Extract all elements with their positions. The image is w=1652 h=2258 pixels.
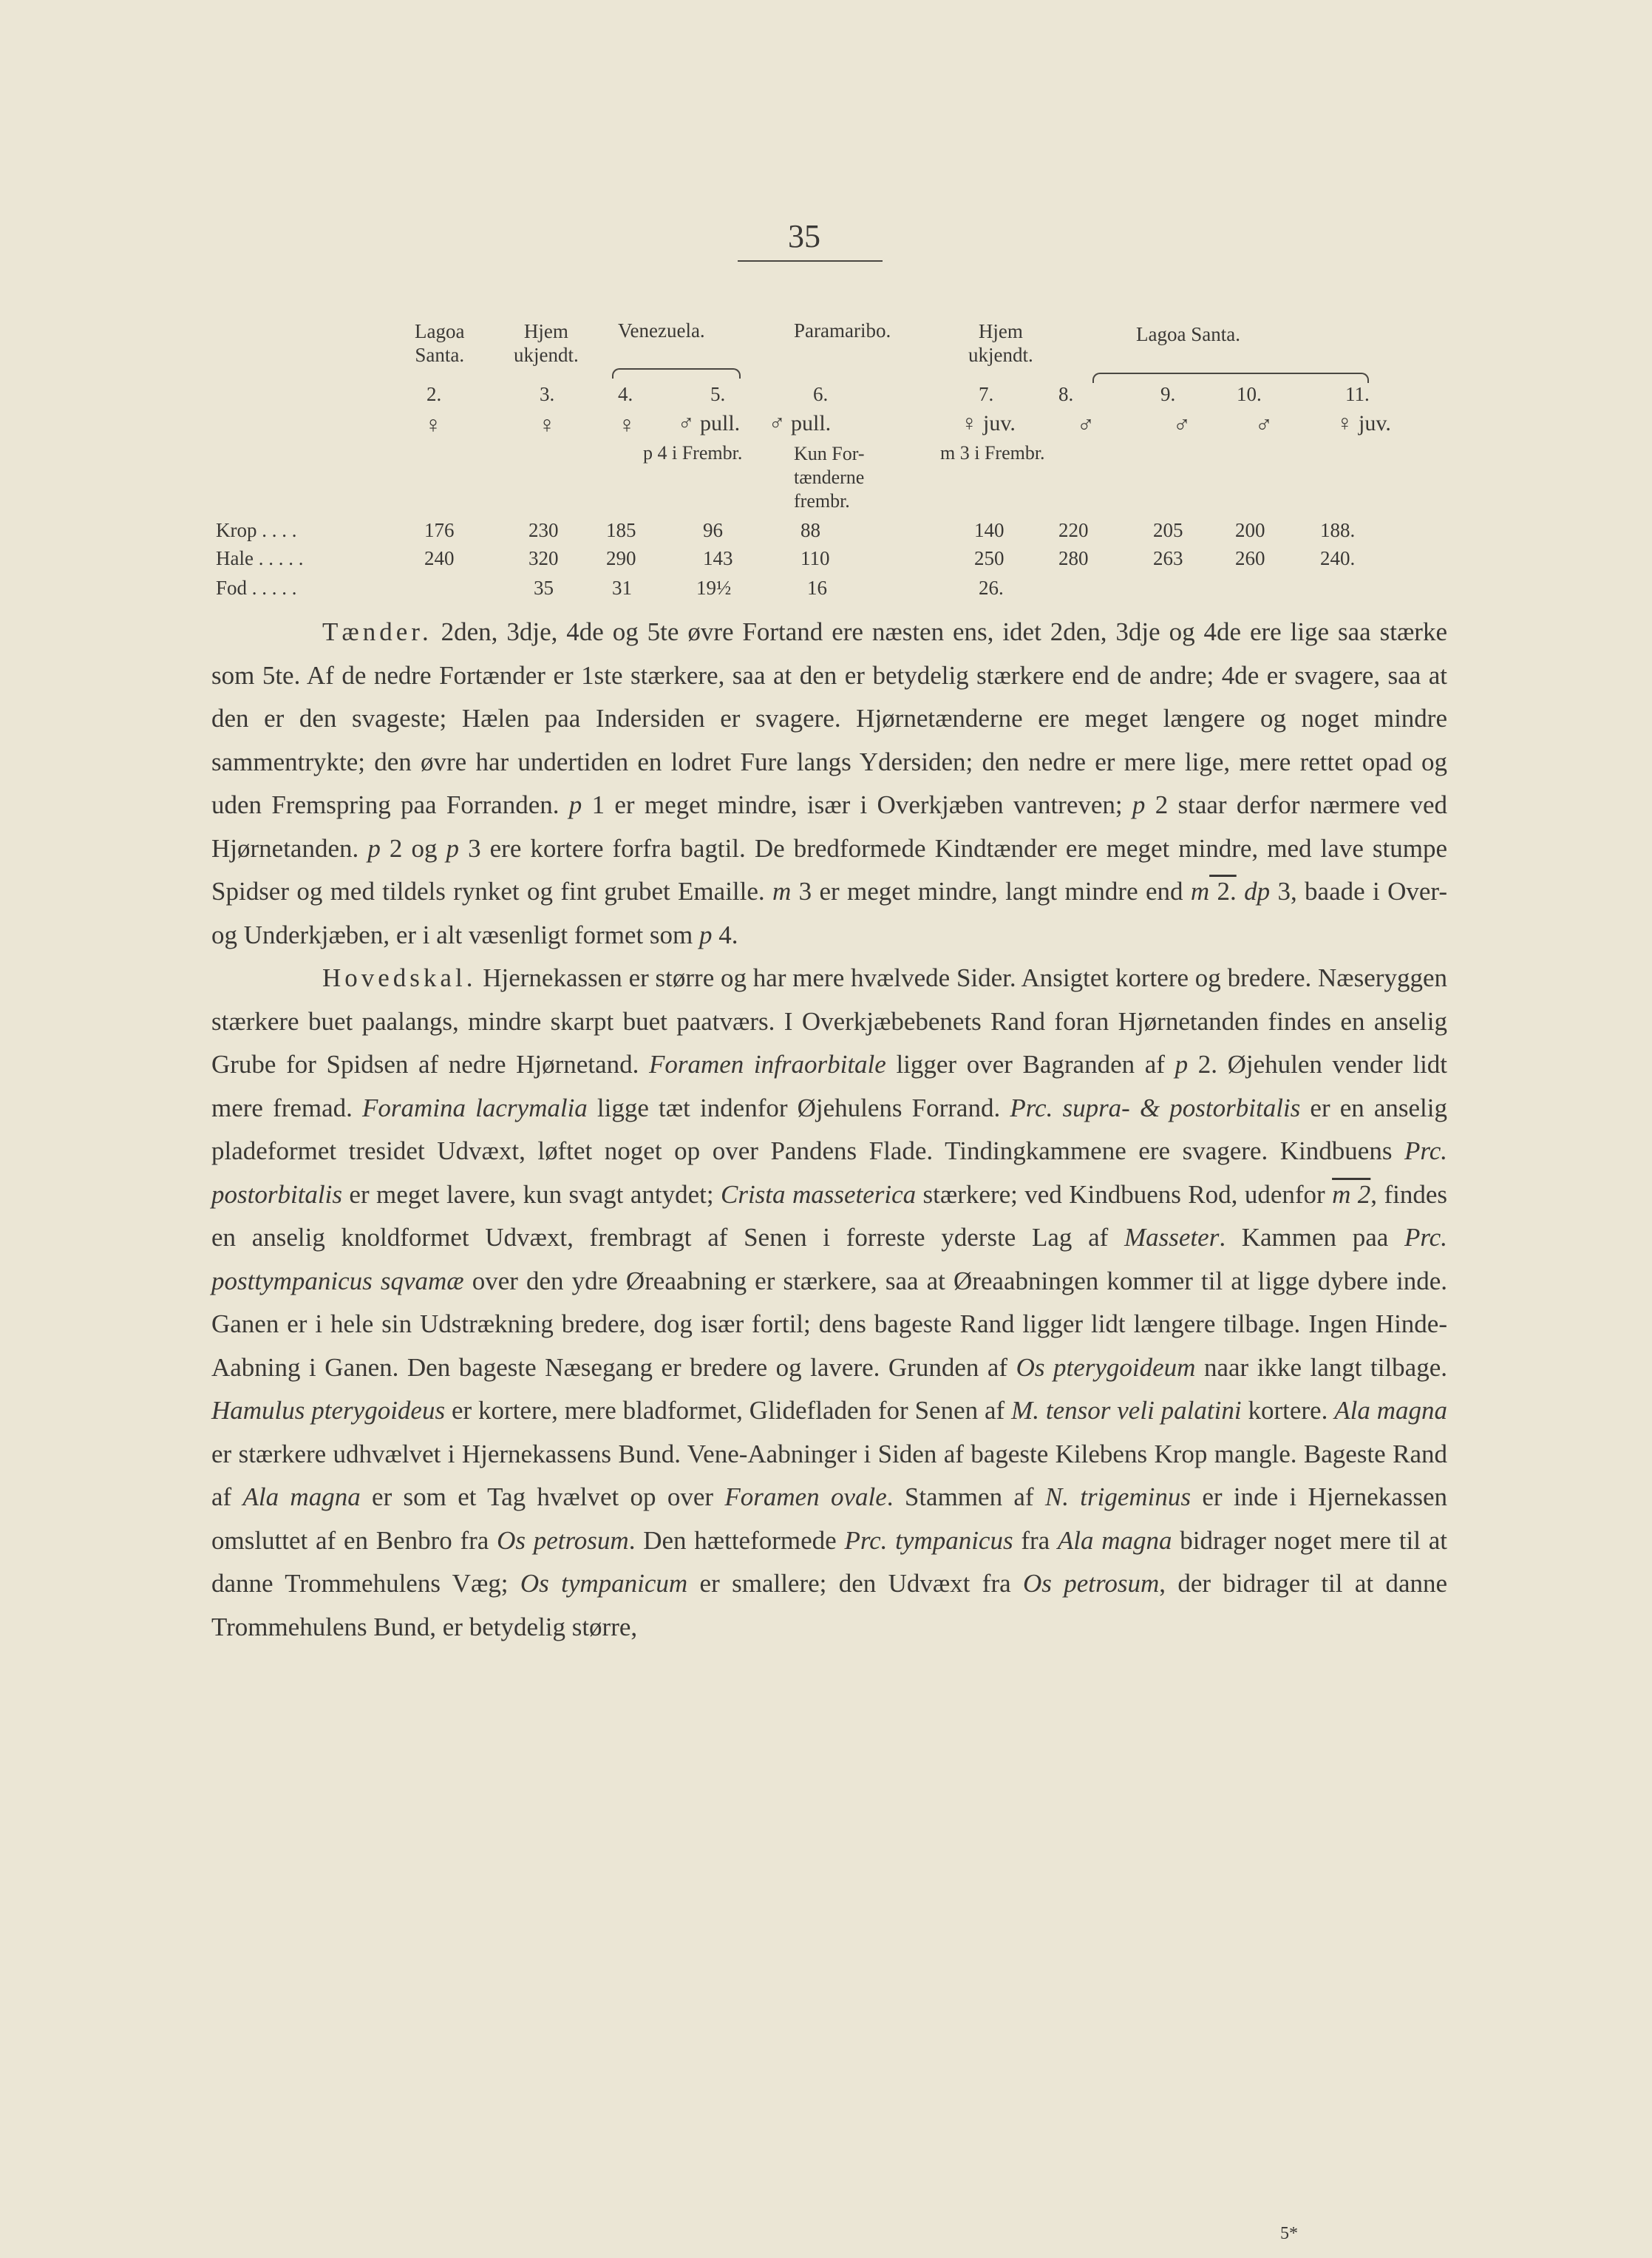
specimen-number: 3. (540, 383, 555, 405)
table-cell: 16 (807, 577, 827, 599)
text-run: 2 staar derfor nærmere ved Hjørnetanden. (211, 790, 1447, 863)
text-run: er meget lavere, kun svagt antydet; (341, 1179, 721, 1209)
table-cell: 260 (1235, 547, 1265, 569)
text-run: Tænder. (322, 617, 432, 646)
text-run: p (568, 790, 582, 819)
text-run: Foramen infraorbitale (648, 1050, 886, 1079)
text-run: . Den hætteformede (628, 1525, 845, 1555)
table-cell: 230 (528, 519, 559, 541)
text-run: Prc. postorbitalis (211, 1136, 1447, 1209)
text-run: er stærkere udhvælvet i Hjernekassens Bund. Vene-Aabninger i Siden af bageste Kilebens Krop mangle. Bageste Rand af (211, 1439, 1447, 1511)
text-run: Ala magna (242, 1482, 361, 1511)
text-run: m 2 (1332, 1179, 1371, 1209)
text-run: Hamulus pterygoideus (211, 1396, 446, 1425)
row-label: Krop . . . . (216, 519, 297, 541)
text-run: p (367, 833, 381, 863)
table-cell: 26. (979, 577, 1004, 599)
text-run: bidrager noget mere til at danne Trommehulens Væg; (211, 1525, 1447, 1598)
note-specimen-6: Kun For- tænderne frembr. (794, 443, 865, 512)
note-specimen-7: m 3 i Frembr. (940, 442, 1045, 464)
text-run: p (446, 833, 460, 863)
body-text (211, 611, 1447, 1649)
text-run: Ala magna (1057, 1525, 1172, 1555)
text-run: er som et Tag hvælvet op over (360, 1482, 725, 1511)
specimen-number: 11. (1345, 383, 1370, 405)
text-run: . Kammen paa (1219, 1223, 1404, 1252)
table-cell: 205 (1153, 519, 1183, 541)
specimen-number: 8. (1058, 383, 1074, 405)
text-run: naar ikke langt tilbage. (1195, 1352, 1447, 1382)
specimen-number: 9. (1160, 383, 1176, 405)
text-run: 2. Øjehulen vender lidt mere fremad. (211, 1050, 1448, 1122)
text-run: er en anselig pladeformet tresidet Udvæxt, løftet noget op over Pandens Flade. Tindingkammene ere svagere. Kindbuens (211, 1093, 1448, 1165)
lagoa-santa-brace (1092, 373, 1369, 383)
page-number: 35 (788, 218, 820, 254)
specimen-sex: ♀ juv. (1336, 411, 1391, 435)
venezuela-brace (612, 368, 741, 379)
text-run: 3 er meget mindre, langt mindre end (791, 877, 1191, 906)
table-cell: 200 (1235, 519, 1265, 541)
text-run: Prc. tympanicus (844, 1525, 1013, 1555)
text-run (1237, 877, 1244, 906)
table-cell: 31 (612, 577, 632, 599)
table-cell: 220 (1058, 519, 1089, 541)
text-run: kortere. (1241, 1396, 1335, 1425)
specimen-sex: ♂ (1173, 411, 1191, 438)
text-run: er smallere; den Udvæxt fra (687, 1569, 1023, 1598)
text-run: Os pterygoideum (1016, 1352, 1196, 1382)
text-run: 4. (712, 920, 738, 949)
locality-hjem-ukjendt: Hjem ukjendt. (514, 320, 579, 366)
text-run: Foramina lacrymalia (362, 1093, 588, 1122)
text-run: er kortere, mere bladformet, Glidefladen for Senen af (445, 1396, 1012, 1425)
row-label: Hale . . . . . (216, 547, 304, 569)
text-run: Prc. posttympanicus sqvamæ (211, 1223, 1447, 1295)
table-cell: 320 (528, 547, 559, 569)
table-cell: 96 (703, 519, 723, 541)
text-run: ligger over Bagranden af (886, 1050, 1175, 1079)
text-run: Ala magna (1334, 1396, 1447, 1425)
text-run: m (1190, 877, 1210, 906)
text-run: fra (1013, 1525, 1058, 1555)
table-cell: 240. (1320, 547, 1356, 569)
text-run: 2 og (380, 833, 446, 863)
specimen-number: 5. (710, 383, 726, 405)
specimen-sex: ♂ (1255, 411, 1273, 438)
text-run: Prc. supra- & postorbitalis (1010, 1093, 1301, 1122)
text-run: Foramen ovale (724, 1482, 887, 1511)
text-run: p (699, 920, 713, 949)
text-run: Hovedskal. (322, 963, 477, 992)
locality-venezuela: Venezuela. (618, 319, 705, 342)
page-number-rule (738, 260, 883, 262)
specimen-sex: ♂ (1077, 411, 1095, 438)
table-cell: 110 (800, 547, 830, 569)
text-run: 3, baade i Over- og Underkjæben, er i alt væsenligt formet som (211, 877, 1447, 949)
row-label: Fod . . . . . (216, 577, 297, 599)
specimen-sex: ♂ pull. (678, 411, 741, 435)
text-run: 2den, 3dje, 4de og 5te øvre Fortand ere næsten ens, idet 2den, 3dje og 4de ere lige saa stærke som 5te. Af de nedre Fortænder er 1ste stærkere, saa at den er betydelig stærkere end de andre; 4de er svagere, saa at den er den svageste; Hælen paa Indersiden er svagere. Hjørnetænderne ere meget længere og noget mindre sammentrykte; den øvre har undertiden en lodret Fure langs Ydersiden; den nedre er mere lige, mere rettet opad og uden Fremspring paa Forranden. (211, 617, 1447, 819)
table-cell: 280 (1058, 547, 1089, 569)
table-cell: 35 (534, 577, 554, 599)
table-cell: 263 (1153, 547, 1183, 569)
table-cell: 19½ (696, 577, 732, 599)
text-run: p (1175, 1050, 1189, 1079)
specimen-sex: ♀ juv. (961, 411, 1016, 435)
specimen-number: 7. (979, 383, 994, 405)
locality-lagoa-santa-2: Lagoa Santa. (1136, 323, 1240, 345)
note-specimen-4: p 4 i Frembr. (643, 442, 743, 464)
paragraph-hovedskal (211, 957, 1447, 1649)
locality-hjem-ukjendt-2: Hjem ukjendt. (968, 320, 1033, 366)
text-run: Hjernekassen er større og har mere hvælvede Sider. Ansigtet kortere og bredere. Næseryggen stærkere buet paalangs, mindre skarpt buet paatværs. I Overkjæbebenets Rand foran Hjørnetanden findes en anselig Grube for Spidsen af nedre Hjørnetand. (211, 963, 1447, 1079)
table-cell: 250 (974, 547, 1005, 569)
text-run: stærkere; ved Kindbuens Rod, udenfor (916, 1179, 1333, 1209)
table-cell: 88 (800, 519, 820, 541)
specimen-number: 2. (426, 383, 442, 405)
text-run: , der bidrager til at danne Trommehulens Bund, er betydelig større, (211, 1569, 1448, 1641)
text-run: m (772, 877, 792, 906)
table-cell: 188. (1320, 519, 1356, 541)
specimen-number: 10. (1237, 383, 1262, 405)
text-run: ligge tæt indenfor Øjehulens Forrand. (587, 1093, 1010, 1122)
specimen-sex: ♀ (618, 411, 636, 438)
signature-mark: 5* (1280, 2224, 1298, 2243)
text-run: M. tensor veli palatini (1011, 1396, 1242, 1425)
text-run: er inde i Hjernekassen omsluttet af en Benbro fra (211, 1482, 1447, 1555)
table-cell: 290 (606, 547, 636, 569)
text-run: , findes en anselig knoldformet Udvæxt, frembragt af Senen i forreste yderste Lag af (211, 1179, 1447, 1252)
locality-lagoa-santa: Lagoa Santa. (415, 320, 465, 366)
text-run: 1 er meget mindre, især i Overkjæben vantreven; (582, 790, 1132, 819)
table-cell: 143 (703, 547, 733, 569)
text-run: dp (1244, 877, 1271, 906)
text-run: Masseter (1124, 1223, 1220, 1252)
text-run: Os tympanicum (520, 1569, 688, 1598)
text-run: 2. (1209, 877, 1237, 906)
text-run: Os petrosum (1023, 1569, 1160, 1598)
locality-paramaribo: Paramaribo. (794, 319, 891, 342)
text-run: p (1132, 790, 1146, 819)
text-run: 3 ere kortere forfra bagtil. De bredformede Kindtænder ere meget mindre, med lave stumpe Spidser og med tildels rynket og fint grubet Emaille. (211, 833, 1448, 906)
text-run: over den ydre Øreaabning er stærkere, saa at Øreaabningen kommer til at ligge dybere inde. Ganen er i hele sin Udstrækning bredere, dog især fortil; dens bageste Rand ligger lidt længere tilbage. Ingen Hinde-Aabning i Ganen. Den bageste Næsegang er bredere og lavere. Grunden af (211, 1266, 1447, 1382)
specimen-number: 6. (813, 383, 829, 405)
specimen-number: 4. (618, 383, 633, 405)
text-run: Crista masseterica (720, 1179, 917, 1209)
specimen-sex: ♂ pull. (769, 411, 832, 435)
specimen-sex: ♀ (424, 411, 442, 438)
paragraph-taender (211, 611, 1447, 957)
text-run: Os petrosum (497, 1525, 629, 1555)
table-cell: 240 (424, 547, 455, 569)
table-cell: 185 (606, 519, 636, 541)
table-cell: 140 (974, 519, 1005, 541)
text-run: . Stammen af (886, 1482, 1045, 1511)
specimen-sex: ♀ (538, 411, 556, 438)
text-run: N. trigeminus (1044, 1482, 1192, 1511)
table-cell: 176 (424, 519, 455, 541)
